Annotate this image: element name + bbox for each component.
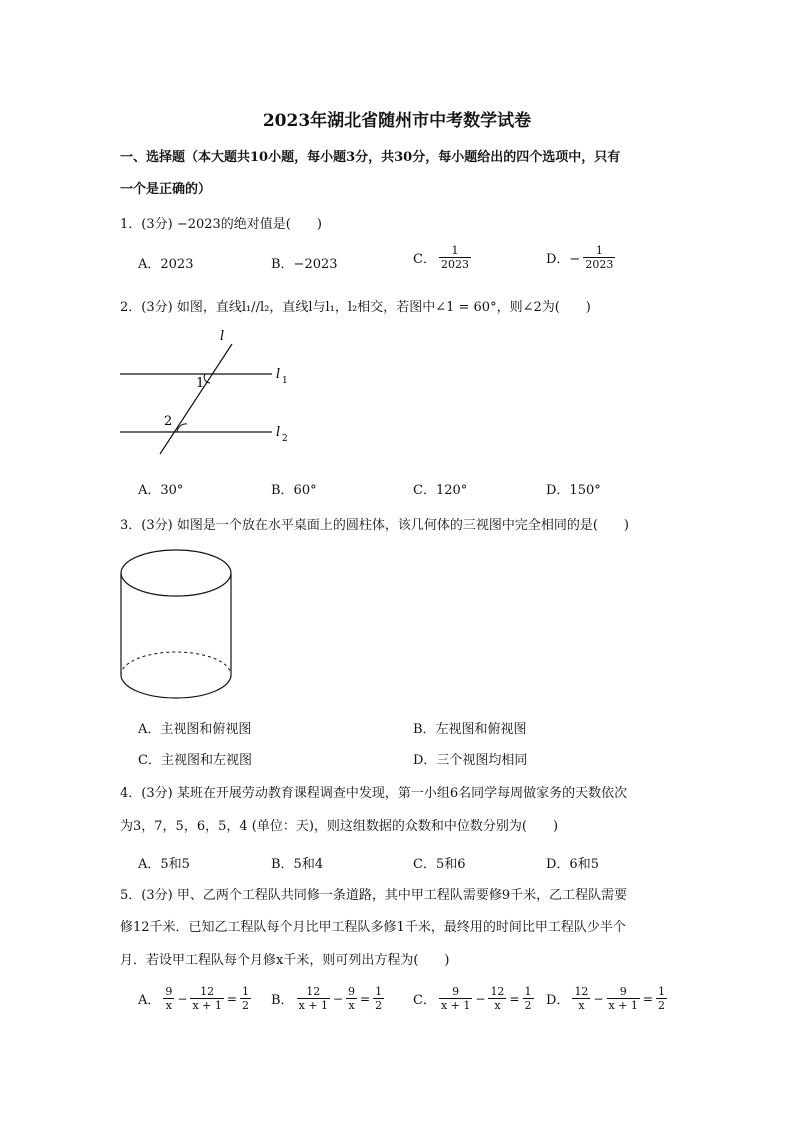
- option-label: C．: [413, 993, 436, 1008]
- minus-sign: −: [177, 991, 188, 1006]
- denominator: 2023: [440, 258, 469, 271]
- question-5-option-b: [271, 985, 384, 1012]
- denominator: x + 1: [192, 999, 222, 1012]
- fraction: [190, 985, 223, 1012]
- equals-sign: =: [360, 991, 371, 1006]
- label-l1-subscript: 1: [282, 376, 288, 386]
- numerator: 12: [490, 985, 505, 998]
- option-label: A．: [138, 993, 161, 1008]
- question-5-stem-line3: 月．若设甲工程队每个月修x千米，则可列出方程为( ): [120, 953, 450, 968]
- question-5-option-d: [546, 985, 667, 1012]
- numerator: 12: [574, 985, 589, 998]
- numerator: 9: [348, 985, 356, 998]
- option-label: D．−: [546, 252, 581, 267]
- question-5-option-a: [138, 985, 251, 1012]
- question-1-stem: 1．(3分) −2023的绝对值是( ): [120, 217, 322, 232]
- fraction: [346, 985, 357, 1012]
- question-4-option-b: B．5和4: [271, 857, 324, 872]
- fraction: [297, 985, 330, 1012]
- section-header-line2: 一个是正确的）: [120, 182, 212, 197]
- denominator: x + 1: [440, 999, 471, 1012]
- numerator: 9: [607, 985, 640, 999]
- fraction: [163, 985, 174, 1012]
- cylinder-bottom-front-arc: [121, 675, 231, 698]
- fraction: [572, 985, 590, 1012]
- numerator: 9: [439, 985, 472, 999]
- question-4-stem-line2: 为3，7，5，6，5，4 (单位：天)，则这组数据的众数和中位数分别为( ): [120, 819, 559, 834]
- question-3-option-b: B．左视图和俯视图: [413, 722, 527, 737]
- numerator: 1: [583, 244, 615, 258]
- denominator: x: [578, 999, 585, 1012]
- question-4-stem-line1: 4．(3分) 某班在开展劳动教育课程调查中发现，第一小组6名同学每周做家务的天数依次: [120, 786, 628, 801]
- question-2-stem: 2．(3分) 如图，直线l₁//l₂，直线l与l₁，l₂相交，若图中∠1 = 60°，则∠2为( ): [120, 300, 591, 315]
- fraction: [607, 985, 640, 1012]
- question-4-option-d: D．6和5: [546, 857, 599, 872]
- question-2-option-a: A．30°: [138, 483, 184, 498]
- equals-sign: =: [226, 991, 237, 1006]
- label-angle-1: 1: [196, 376, 205, 391]
- denominator: 2: [241, 999, 249, 1012]
- question-1-option-d: [546, 244, 615, 271]
- page-title: 2023年湖北省随州市中考数学试卷: [262, 111, 532, 131]
- question-5-stem-line2: 修12千米．已知乙工程队每个月比甲工程队多修1千米，最终用的时间比甲工程队少半个: [120, 920, 626, 935]
- question-1-option-a: A．2023: [138, 257, 194, 272]
- fraction: [523, 985, 534, 1012]
- question-3-stem: 3．(3分) 如图是一个放在水平桌面上的圆柱体，该几何体的三视图中完全相同的是( ): [120, 518, 629, 533]
- minus-sign: −: [332, 991, 344, 1006]
- fraction: [656, 985, 667, 1012]
- minus-sign: −: [475, 991, 486, 1006]
- label-angle-2: 2: [164, 414, 173, 429]
- fraction: [488, 985, 506, 1012]
- question-1-option-b: B．−2023: [271, 257, 338, 272]
- numerator: 12: [297, 985, 330, 999]
- option-label: C．: [413, 252, 436, 267]
- question-1-option-c: [413, 244, 471, 271]
- denominator: x: [348, 999, 355, 1012]
- question-4-option-a: A．5和5: [138, 857, 190, 872]
- question-3-option-a: A．主视图和俯视图: [138, 722, 252, 737]
- numerator: 1: [439, 244, 471, 258]
- denominator: 2: [375, 999, 383, 1012]
- question-4-option-c: C．5和6: [413, 857, 466, 872]
- cylinder-top-ellipse: [121, 550, 231, 596]
- transversal-line-l: [160, 344, 232, 454]
- option-label: B．: [271, 993, 294, 1008]
- numerator: 1: [657, 985, 665, 998]
- label-l1: l: [276, 367, 281, 382]
- denominator: x: [165, 999, 172, 1012]
- numerator: 1: [241, 985, 249, 998]
- denominator: x + 1: [298, 999, 328, 1012]
- question-2-option-b: B．60°: [271, 483, 317, 498]
- numerator: 9: [165, 985, 173, 998]
- denominator: x + 1: [608, 999, 638, 1012]
- parallel-lines-figure: [110, 328, 310, 458]
- label-l2: l: [276, 425, 281, 440]
- fraction: [240, 985, 251, 1012]
- cylinder-figure: [112, 544, 242, 708]
- fraction: [373, 985, 384, 1012]
- question-3-option-d: D．三个视图均相同: [413, 753, 528, 768]
- denominator: x: [494, 999, 501, 1012]
- numerator: 1: [375, 985, 383, 998]
- question-3-option-c: C．主视图和左视图: [138, 753, 252, 768]
- numerator: 12: [190, 985, 223, 999]
- label-l: l: [220, 329, 225, 344]
- minus-sign: −: [593, 991, 604, 1006]
- equals-sign: =: [642, 991, 653, 1006]
- denominator: 2023: [585, 258, 614, 271]
- fraction: [439, 244, 471, 271]
- equals-sign: =: [509, 991, 520, 1006]
- question-5-option-c: [413, 985, 534, 1012]
- numerator: 1: [524, 985, 532, 998]
- question-2-option-d: D．150°: [546, 483, 601, 498]
- question-2-option-c: C．120°: [413, 483, 468, 498]
- cylinder-bottom-hidden-arc: [121, 652, 231, 675]
- fraction: [583, 244, 615, 271]
- section-header-line1: 一、选择题（本大题共10小题，每小题3分，共30分，每小题给出的四个选项中，只有: [120, 150, 621, 165]
- denominator: 2: [657, 999, 665, 1012]
- label-l2-subscript: 2: [282, 434, 288, 444]
- option-label: D．: [546, 993, 570, 1008]
- fraction: [439, 985, 472, 1012]
- denominator: 2: [524, 999, 532, 1012]
- question-5-stem-line1: 5．(3分) 甲、乙两个工程队共同修一条道路，其中甲工程队需要修9千米，乙工程队需要: [120, 888, 628, 903]
